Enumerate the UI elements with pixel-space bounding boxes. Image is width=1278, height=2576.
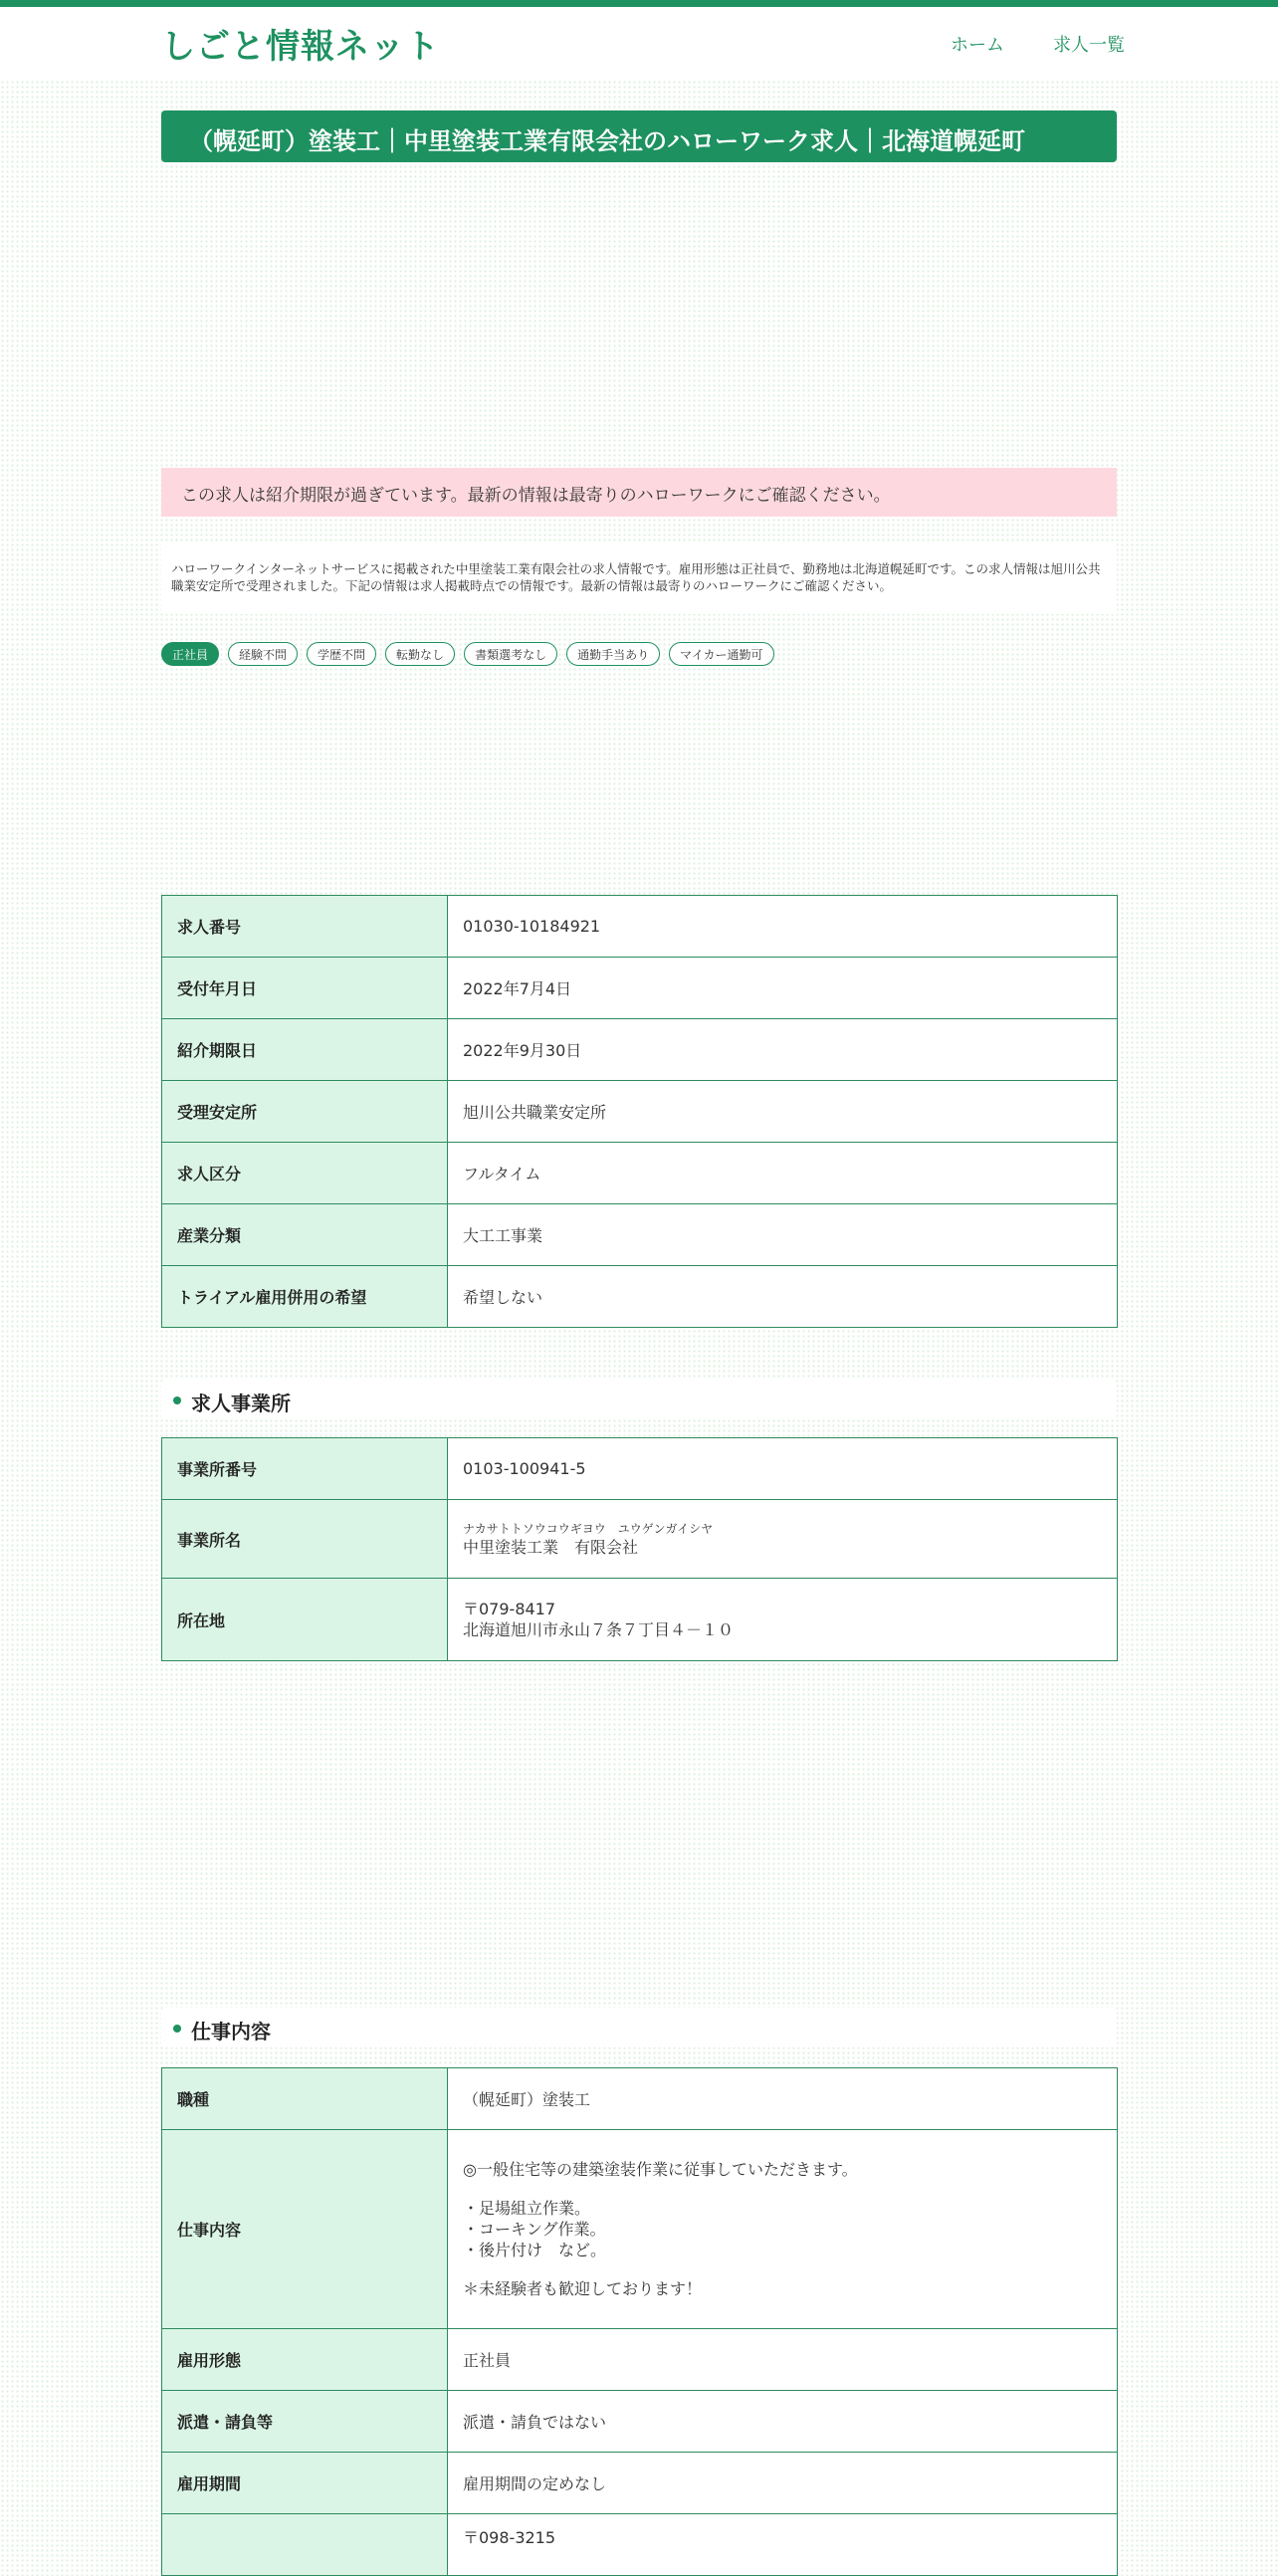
row-value: 旭川公共職業安定所: [448, 1081, 1118, 1143]
office-postal-code: 〒079-8417: [463, 1600, 556, 1618]
row-value: フルタイム: [448, 1143, 1118, 1204]
row-label: 仕事内容: [162, 2130, 448, 2329]
table-row: [162, 2453, 1118, 2514]
section-heading-job: [161, 2008, 1117, 2047]
job-info-table: [161, 2067, 1118, 2576]
dispatch-status: 派遣・請負ではない: [448, 2391, 1118, 2453]
office-address: 北海道旭川市永山７条７丁目４－１０: [463, 1620, 735, 1639]
job-description-line: ・足場組立作業。: [463, 2199, 591, 2218]
section-title: 求人事業所: [191, 1392, 291, 1415]
nav-home-link[interactable]: ホーム: [951, 35, 1004, 56]
workplace-postal-code: 〒098-3215: [463, 2528, 556, 2547]
table-row: [162, 2329, 1118, 2391]
table-row: [162, 2068, 1118, 2130]
bullet-dot-icon: [173, 1396, 181, 1404]
row-label: 職種: [162, 2068, 448, 2130]
table-row: [162, 1143, 1118, 1204]
tag-item: 通勤手当あり: [566, 642, 660, 666]
tag-item: 書類選考なし: [464, 642, 557, 666]
office-name-kana: ナカサトトソウコウギヨウ ユウゲンガイシヤ: [463, 1521, 714, 1536]
intro-box: [161, 541, 1117, 614]
row-label: 受付年月日: [162, 958, 448, 1019]
job-type: （幌延町）塗装工: [448, 2068, 1118, 2130]
office-info-table: [161, 1437, 1118, 1661]
table-row: [162, 1266, 1118, 1328]
row-label: 事業所番号: [162, 1438, 448, 1500]
row-label: 求人番号: [162, 896, 448, 958]
job-description-line: ◎一般住宅等の建築塗装作業に従事していただきます。: [463, 2160, 858, 2179]
section-title: 仕事内容: [191, 2020, 271, 2043]
row-label: 事業所名: [162, 1500, 448, 1579]
employment-period: 雇用期間の定めなし: [448, 2453, 1118, 2514]
tag-item: マイカー通勤可: [669, 642, 773, 666]
row-label: 産業分類: [162, 1204, 448, 1266]
table-row: [162, 1438, 1118, 1500]
table-row: [162, 1500, 1118, 1579]
job-description-cell: [448, 2130, 1118, 2329]
row-label: 求人区分: [162, 1143, 448, 1204]
page-title-bar: [161, 110, 1117, 162]
row-label: 派遣・請負等: [162, 2391, 448, 2453]
job-description-line: ・後片付け など。: [463, 2241, 607, 2259]
row-label: 雇用形態: [162, 2329, 448, 2391]
page-title: （幌延町）塗装工｜中里塗装工業有限会社のハローワーク求人｜北海道幌延町: [189, 127, 1025, 155]
bullet-dot-icon: [173, 2025, 181, 2033]
table-row: [162, 2514, 1118, 2576]
tag-item: 学歴不問: [307, 642, 376, 666]
row-value: 大工工事業: [448, 1204, 1118, 1266]
workplace-address-cell: [448, 2514, 1118, 2576]
row-label: 紹介期限日: [162, 1019, 448, 1081]
row-value: 2022年9月30日: [448, 1019, 1118, 1081]
row-value: 希望しない: [448, 1266, 1118, 1328]
table-row: [162, 1019, 1118, 1081]
row-value: 2022年7月4日: [448, 958, 1118, 1019]
row-label: 所在地: [162, 1579, 448, 1661]
section-heading-office: [161, 1380, 1117, 1419]
nav-job-list-link[interactable]: 求人一覧: [1053, 35, 1125, 56]
office-address-cell: [448, 1579, 1118, 1661]
row-value: 01030-10184921: [448, 896, 1118, 958]
office-name-cell: [448, 1500, 1118, 1579]
table-row: [162, 896, 1118, 958]
site-logo[interactable]: しごと情報ネット: [161, 27, 440, 67]
intro-text: ハローワークインターネットサービスに掲載された中里塗装工業有限会社の求人情報です。雇用形態は正社員で、勤務地は北海道幌延町です。この求人情報は旭川公共職業安定所で受理されました。下記の情報は求人掲載時点での情報です。最新の情報は最寄りのハローワークにご確認ください。: [171, 561, 1101, 593]
spacer: [463, 2180, 1102, 2198]
table-row: [162, 958, 1118, 1019]
employment-type: 正社員: [448, 2329, 1118, 2391]
table-row: [162, 2130, 1118, 2329]
job-description-line: ＊未経験者も歓迎しております！: [463, 2279, 703, 2298]
table-row: [162, 1204, 1118, 1266]
spacer: [463, 2260, 1102, 2278]
expired-alert: [161, 468, 1117, 517]
site-header: [0, 7, 1278, 80]
row-label: [162, 2514, 448, 2576]
office-name: 中里塗装工業 有限会社: [463, 1537, 639, 1557]
table-row: [162, 2391, 1118, 2453]
top-accent-bar: [0, 0, 1278, 7]
table-row: [162, 1081, 1118, 1143]
office-number: 0103-100941-5: [448, 1438, 1118, 1500]
row-label: トライアル雇用併用の希望: [162, 1266, 448, 1328]
row-label: 雇用期間: [162, 2453, 448, 2514]
table-row: [162, 1579, 1118, 1661]
tag-list: [161, 642, 774, 666]
basic-info-table: [161, 895, 1118, 1328]
tag-employment-type: 正社員: [161, 642, 219, 666]
row-label: 受理安定所: [162, 1081, 448, 1143]
tag-item: 経験不問: [228, 642, 298, 666]
job-description-line: ・コーキング作業。: [463, 2220, 606, 2239]
expired-alert-text: この求人は紹介期限が過ぎています。最新の情報は最寄りのハローワークにご確認ください。: [181, 486, 891, 506]
tag-item: 転勤なし: [385, 642, 455, 666]
